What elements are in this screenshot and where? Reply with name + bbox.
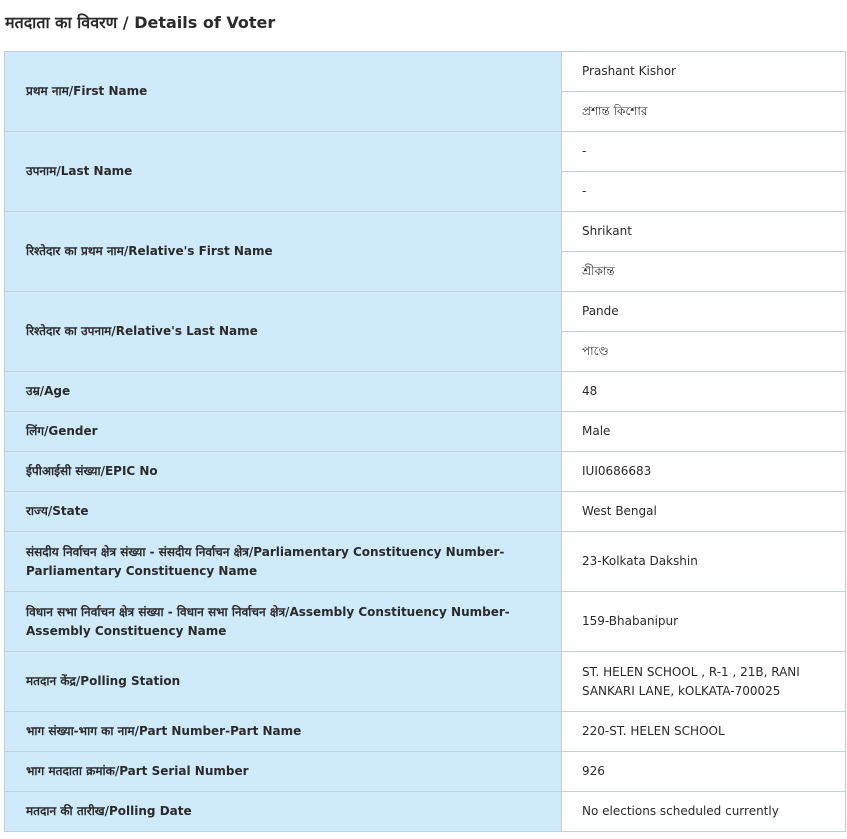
table-row-state bbox=[5, 492, 846, 532]
relative-last-name-label: रिश्तेदार का उपनाम/Relative's Last Name bbox=[5, 292, 562, 372]
part-serial-number-label: भाग मतदाता क्रमांक/Part Serial Number bbox=[5, 752, 562, 792]
age-value: 48 bbox=[562, 372, 846, 412]
polling-date-label: मतदान की तारीख/Polling Date bbox=[5, 792, 562, 832]
table-row-last-name bbox=[5, 132, 846, 172]
polling-station-label: मतदान केंद्र/Polling Station bbox=[5, 652, 562, 712]
relative-first-name-label: रिश्तेदार का प्रथम नाम/Relative's First Name bbox=[5, 212, 562, 292]
table-row-parliamentary-constituency bbox=[5, 532, 846, 592]
first-name-value-english: Prashant Kishor bbox=[562, 52, 846, 92]
part-number-name-label: भाग संख्या-भाग का नाम/Part Number-Part Name bbox=[5, 712, 562, 752]
table-row-polling-station bbox=[5, 652, 846, 712]
gender-value: Male bbox=[562, 412, 846, 452]
table-row-first-name bbox=[5, 52, 846, 92]
gender-label: लिंग/Gender bbox=[5, 412, 562, 452]
last-name-value-local: - bbox=[562, 172, 846, 212]
assembly-constituency-label: विधान सभा निर्वाचन क्षेत्र संख्या - विधान सभा निर्वाचन क्षेत्र/Assembly Constituency Number-Assembly Constituency Name bbox=[5, 592, 562, 652]
table-row-age bbox=[5, 372, 846, 412]
epic-no-value: IUI0686683 bbox=[562, 452, 846, 492]
table-row-epic-no bbox=[5, 452, 846, 492]
last-name-value-english: - bbox=[562, 132, 846, 172]
table-row-assembly-constituency bbox=[5, 592, 846, 652]
part-serial-number-value: 926 bbox=[562, 752, 846, 792]
table-row-relative-first-name bbox=[5, 212, 846, 252]
table-row-polling-date bbox=[5, 792, 846, 832]
first-name-value-local: প্রশান্ত কিশোর bbox=[562, 92, 846, 132]
table-row-part-number-name bbox=[5, 712, 846, 752]
relative-first-name-value-english: Shrikant bbox=[562, 212, 846, 252]
parliamentary-constituency-label: संसदीय निर्वाचन क्षेत्र संख्या - संसदीय निर्वाचन क्षेत्र/Parliamentary Constituency Number-Parliamentary Constituency Name bbox=[5, 532, 562, 592]
table-row-relative-last-name bbox=[5, 292, 846, 332]
first-name-label: प्रथम नाम/First Name bbox=[5, 52, 562, 132]
polling-date-value: No elections scheduled currently bbox=[562, 792, 846, 832]
relative-first-name-value-local: শ্রীকান্ত bbox=[562, 252, 846, 292]
voter-details-table bbox=[4, 51, 846, 832]
relative-last-name-value-english: Pande bbox=[562, 292, 846, 332]
polling-station-value: ST. HELEN SCHOOL , R-1 , 21B, RANI SANKARI LANE, kOLKATA-700025 bbox=[562, 652, 846, 712]
assembly-constituency-value: 159-Bhabanipur bbox=[562, 592, 846, 652]
parliamentary-constituency-value: 23-Kolkata Dakshin bbox=[562, 532, 846, 592]
relative-last-name-value-local: পাণ্ডে bbox=[562, 332, 846, 372]
last-name-label: उपनाम/Last Name bbox=[5, 132, 562, 212]
page-title: मतदाता का विवरण / Details of Voter bbox=[5, 13, 276, 32]
state-value: West Bengal bbox=[562, 492, 846, 532]
part-number-name-value: 220-ST. HELEN SCHOOL bbox=[562, 712, 846, 752]
age-label: उम्र/Age bbox=[5, 372, 562, 412]
table-row-gender bbox=[5, 412, 846, 452]
epic-no-label: ईपीआईसी संख्या/EPIC No bbox=[5, 452, 562, 492]
table-row-part-serial-number bbox=[5, 752, 846, 792]
state-label: राज्य/State bbox=[5, 492, 562, 532]
